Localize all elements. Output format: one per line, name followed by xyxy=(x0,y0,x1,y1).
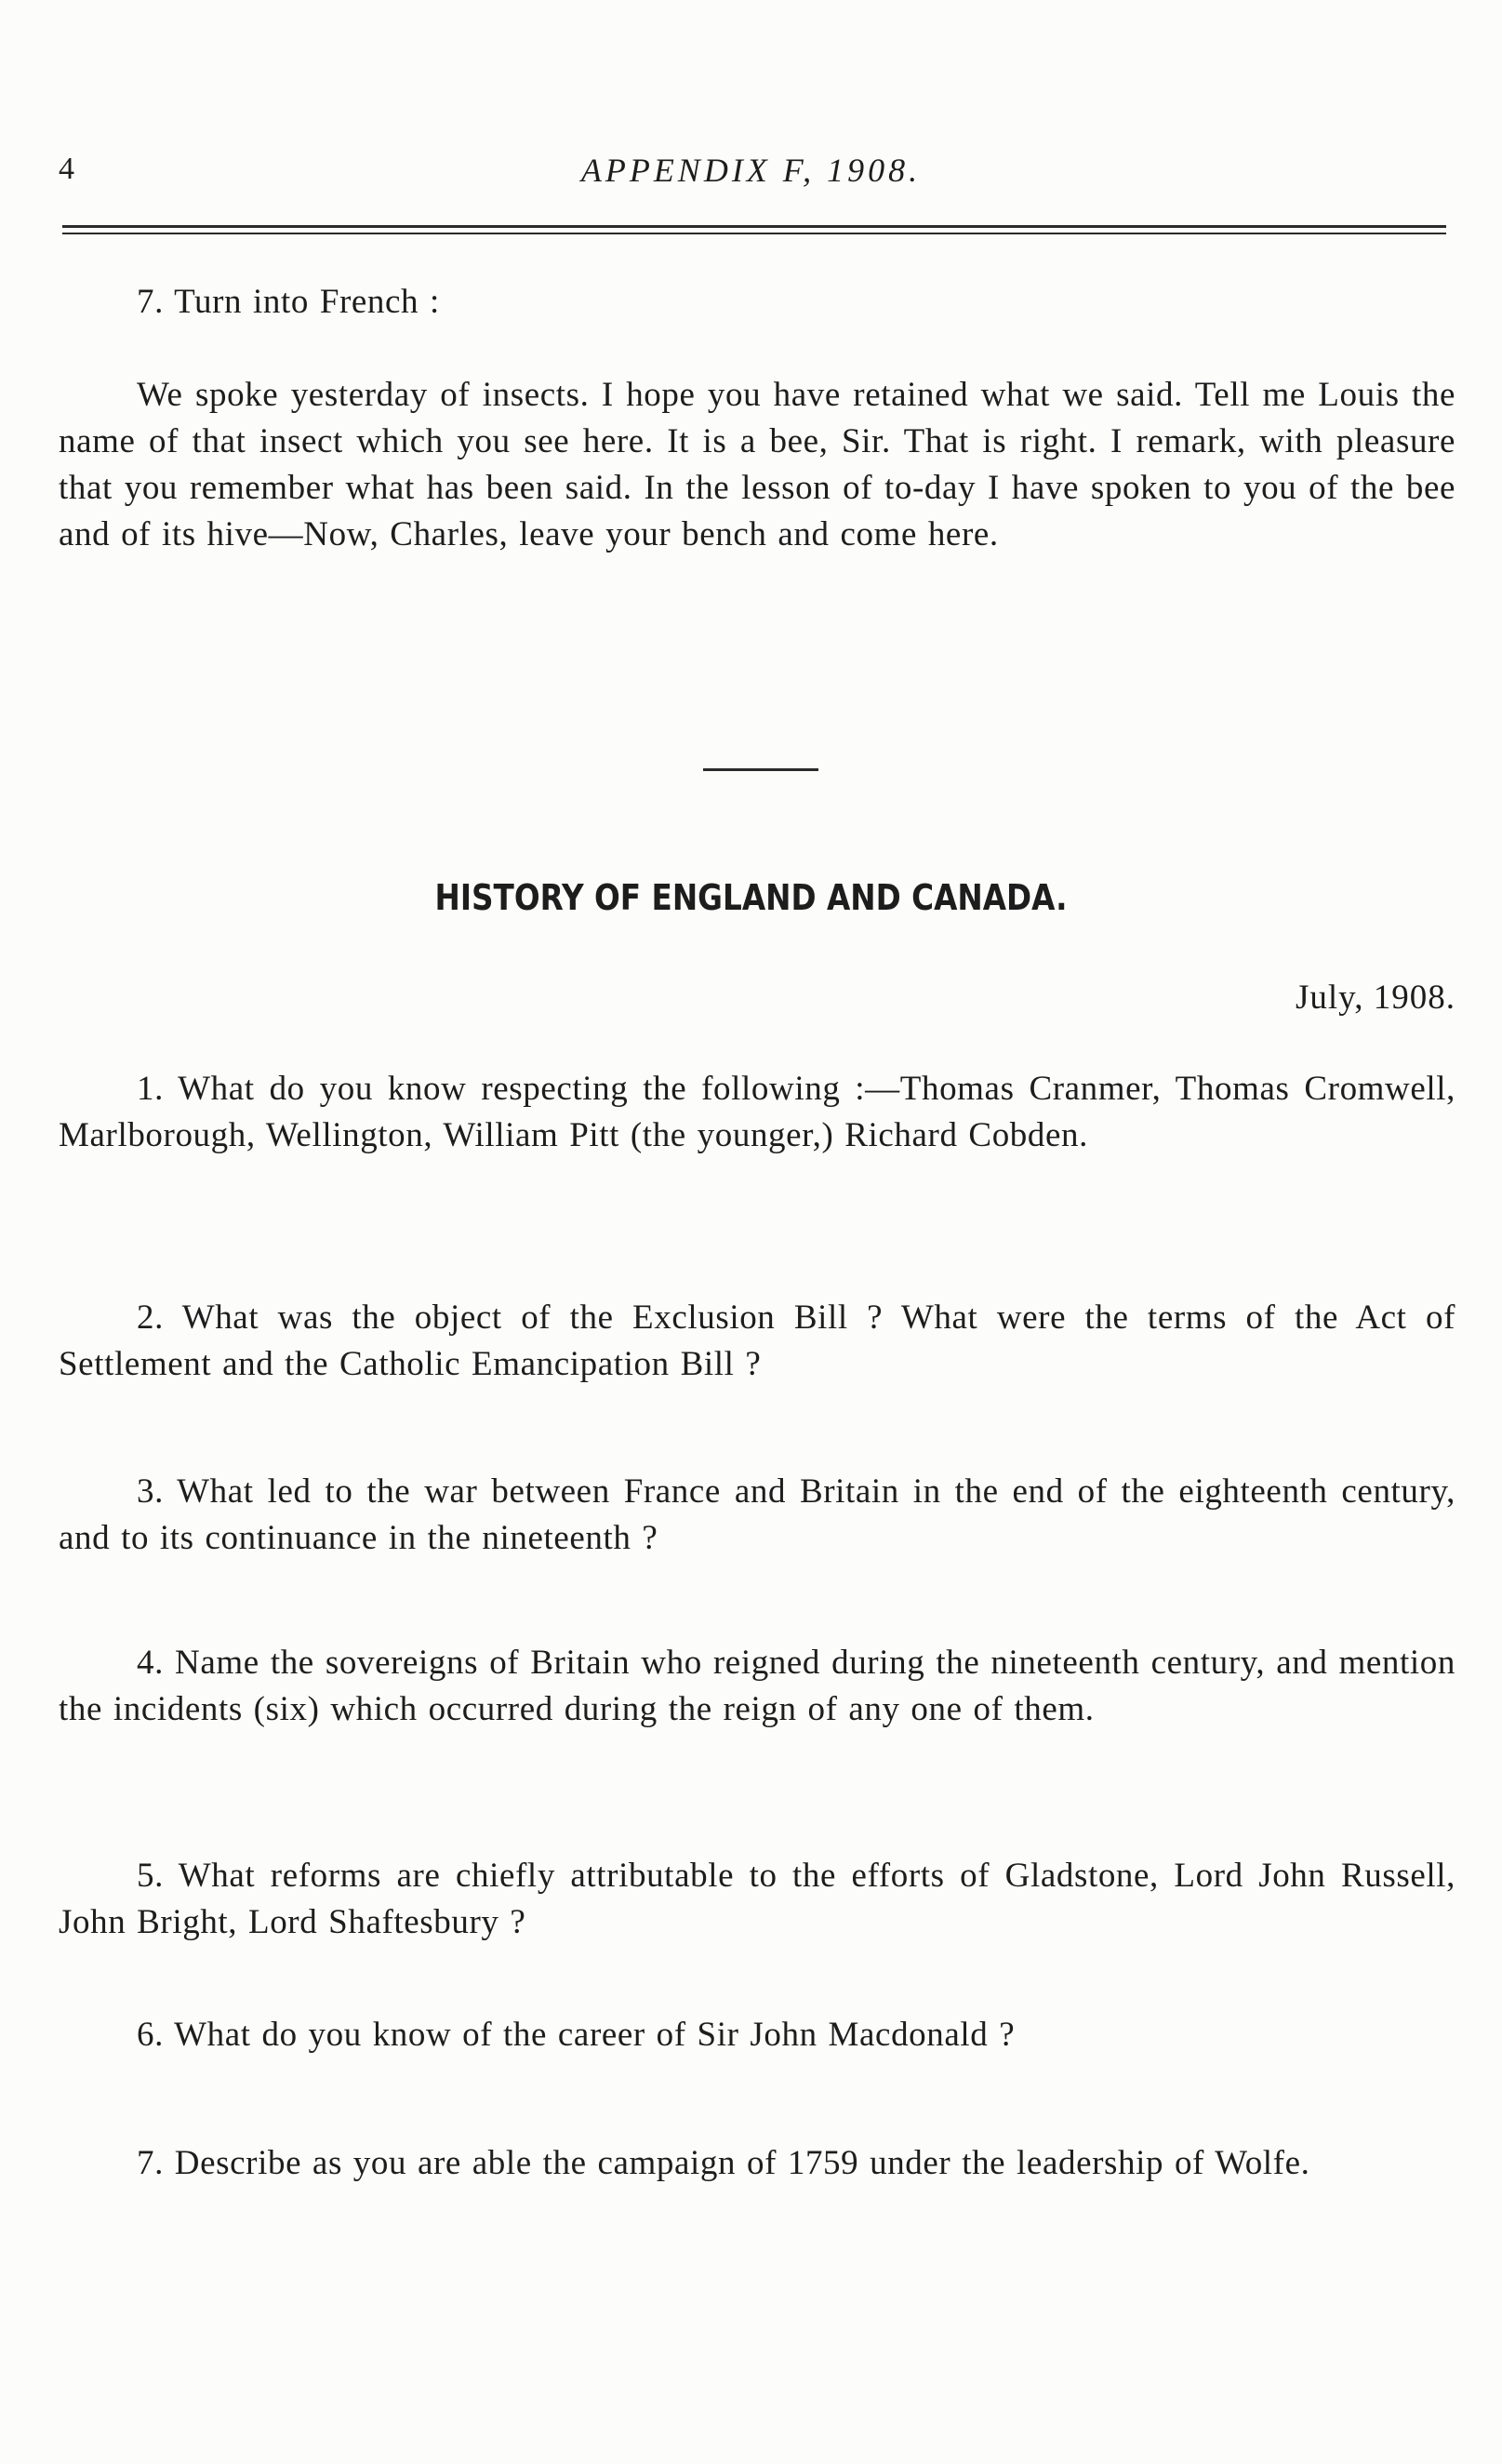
question-6: 6. What do you know of the career of Sir John Macdonald ? xyxy=(137,2016,1016,2054)
question-4: 4. Name the sovereigns of Britain who reigned during the nineteenth century, and mention the incidents (six) which occurred during the reign of any one of them. xyxy=(59,1644,1455,1728)
section-divider xyxy=(703,768,818,771)
exam-date: July, 1908. xyxy=(1295,979,1455,1017)
question-1: 1. What do you know respecting the following :—Thomas Cranmer, Thomas Cromwell, Marlborough, Wellington, William Pitt (the younger,) Richard Cobden. xyxy=(59,1070,1455,1154)
question-2: 2. What was the object of the Exclusion Bill ? What were the terms of the Act of Settlement and the Catholic Emancipation Bill ? xyxy=(59,1299,1455,1383)
page-number: 4 xyxy=(59,152,74,186)
question-3: 3. What led to the war between France and Britain in the end of the eighteenth century, and to its continuance in the nineteenth ? xyxy=(59,1472,1455,1557)
question-5: 5. What reforms are chiefly attributable to the efforts of Gladstone, Lord John Russell, John Bright, Lord Shaftesbury ? xyxy=(59,1857,1455,1941)
french-exercise-text: We spoke yesterday of insects. I hope you have retained what we said. Tell me Louis the name of that insect which you see here. It is a bee, Sir. That is right. I remark, with pleasure that you remember what has been said. In the lesson of to-day I have spoken to you of the bee and of its hive—Now, Charles, leave your bench and come here. xyxy=(59,376,1455,553)
header-rule xyxy=(62,225,1446,234)
section-title: HISTORY OF ENGLAND AND CANADA. xyxy=(434,877,1068,918)
question-7: 7. Describe as you are able the campaign of 1759 under the leadership of Wolfe. xyxy=(137,2144,1310,2182)
running-head: APPENDIX F, 1908. xyxy=(580,152,922,189)
french-exercise-heading: 7. Turn into French : xyxy=(137,283,440,321)
